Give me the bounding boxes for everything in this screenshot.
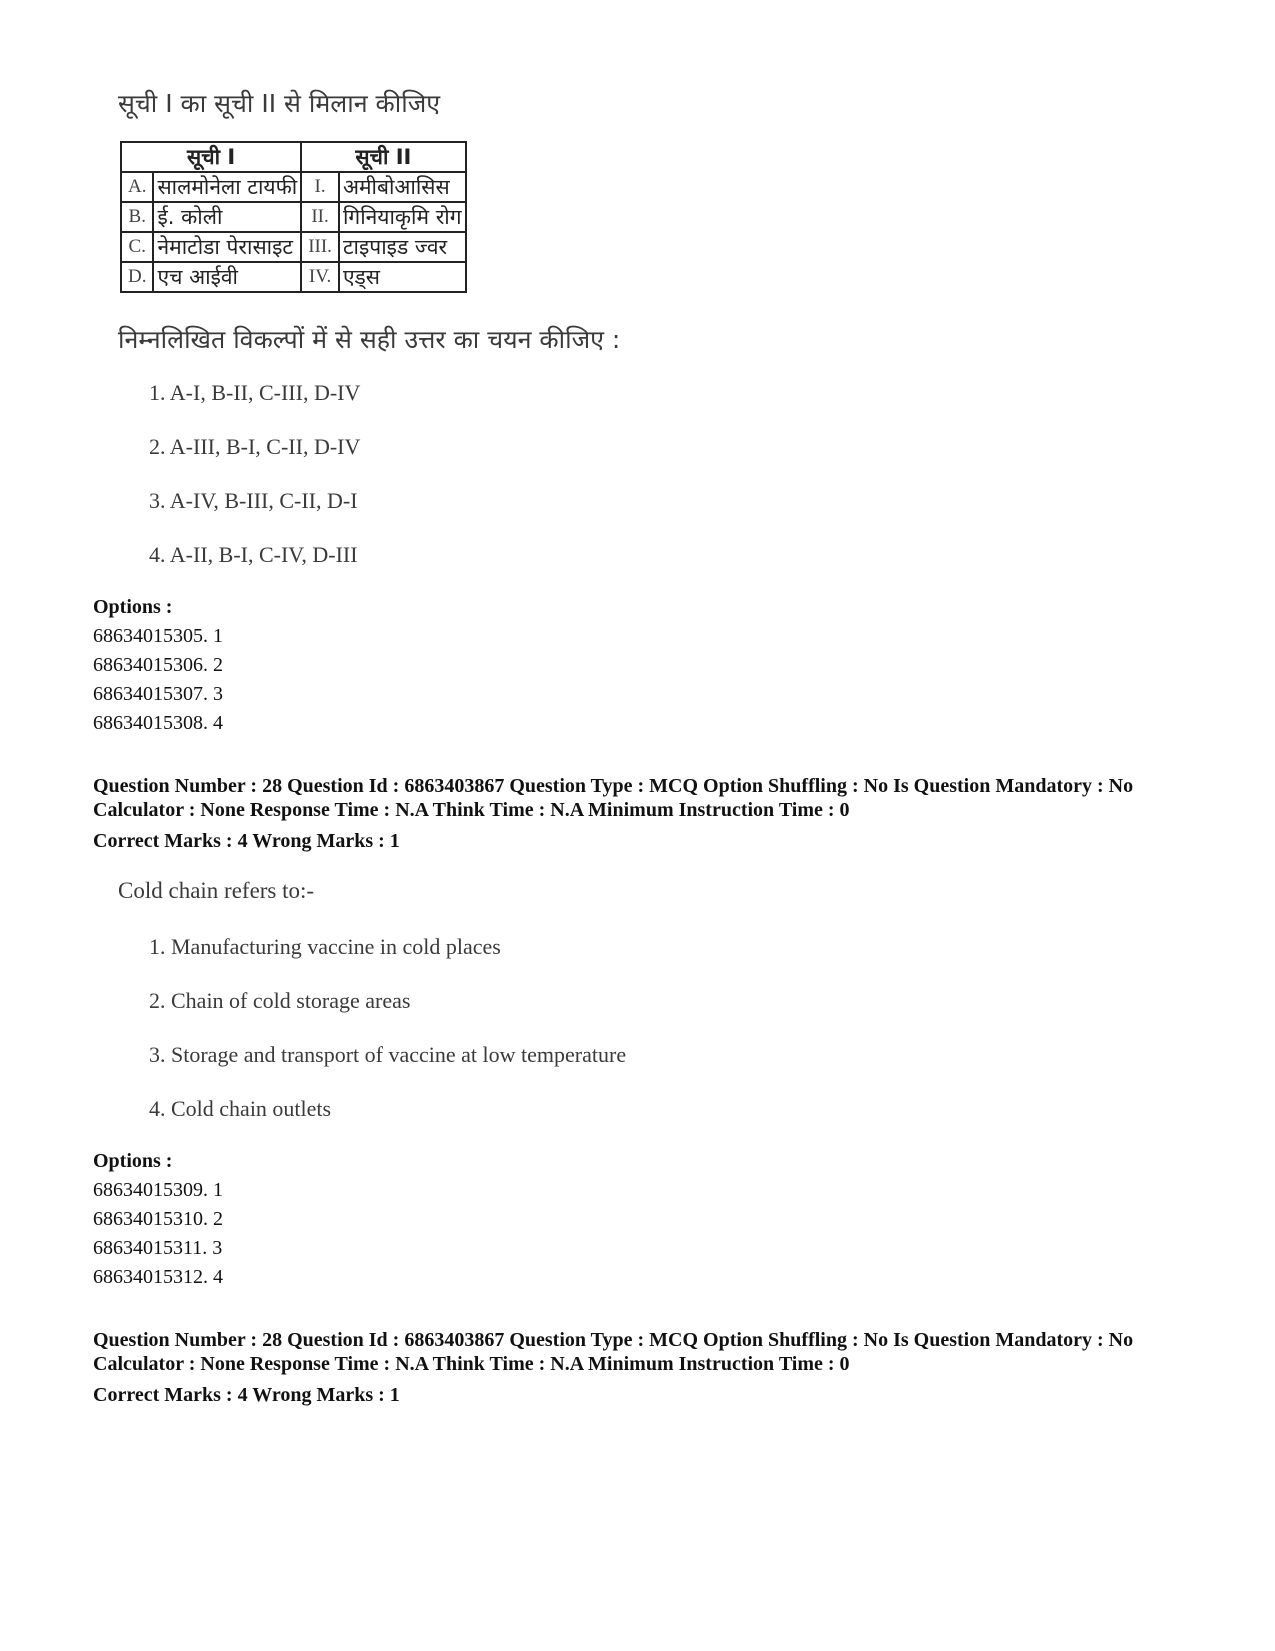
list-one-value: ई. कोली	[153, 202, 301, 232]
choose-answer-instruction: निम्नलिखित विकल्पों में से सही उत्तर का चयन कीजिए :	[118, 325, 621, 354]
answer-choice: 4. Cold chain outlets	[149, 1096, 332, 1121]
list-one-value: नेमाटोडा पेरासाइट	[153, 232, 301, 262]
list-two-key: I.	[301, 172, 339, 202]
list-two-value: गिनियाकृमि रोग	[339, 202, 466, 232]
option-id: 68634015307. 3	[93, 683, 223, 705]
list-one-key: D.	[121, 262, 153, 292]
option-id: 68634015311. 3	[93, 1237, 223, 1259]
match-table	[120, 141, 467, 293]
match-question-prompt: सूची I का सूची II से मिलान कीजिए	[118, 89, 441, 118]
option-id: 68634015308. 4	[93, 712, 223, 734]
question-metadata: Question Number : 28 Question Id : 6863403867 Question Type : MCQ Option Shuffling : No Is Question Mandatory : No Calculator : None Response Time : N.A Think Time : N.A Minimum Instruction Time : 0	[93, 1329, 1134, 1375]
match-table-header	[121, 142, 466, 172]
list-two-value: टाइपाइड ज्वर	[339, 232, 466, 262]
list-two-header: सूची II	[301, 142, 465, 172]
option-id: 68634015306. 2	[93, 654, 223, 676]
answer-choice: 4. A-II, B-I, C-IV, D-III	[149, 542, 358, 567]
list-one-header: सूची I	[121, 142, 301, 172]
list-two-key: III.	[301, 232, 339, 262]
question-marks: Correct Marks : 4 Wrong Marks : 1	[93, 830, 400, 852]
list-one-key: A.	[121, 172, 153, 202]
list-two-key: II.	[301, 202, 339, 232]
answer-choice: 3. A-IV, B-III, C-II, D-I	[149, 488, 358, 513]
list-one-key: C.	[121, 232, 153, 262]
list-two-key: IV.	[301, 262, 339, 292]
list-one-key: B.	[121, 202, 153, 232]
option-id: 68634015310. 2	[93, 1208, 223, 1230]
option-id: 68634015312. 4	[93, 1266, 223, 1288]
list-two-value: एड्स	[339, 262, 466, 292]
option-id: 68634015309. 1	[93, 1179, 223, 1201]
table-row	[121, 172, 466, 202]
table-row	[121, 232, 466, 262]
list-two-value: अमीबोआसिस	[339, 172, 466, 202]
list-one-value: एच आईवी	[153, 262, 301, 292]
answer-choice: 1. Manufacturing vaccine in cold places	[149, 934, 501, 959]
question-prompt: Cold chain refers to:-	[118, 878, 315, 903]
table-row	[121, 262, 466, 292]
answer-choice: 2. A-III, B-I, C-II, D-IV	[149, 434, 361, 459]
table-row	[121, 202, 466, 232]
options-label: Options :	[93, 596, 173, 618]
answer-choice: 3. Storage and transport of vaccine at low temperature	[149, 1042, 627, 1067]
answer-choice: 1. A-I, B-II, C-III, D-IV	[149, 380, 361, 405]
question-metadata: Question Number : 28 Question Id : 6863403867 Question Type : MCQ Option Shuffling : No Is Question Mandatory : No Calculator : None Response Time : N.A Think Time : N.A Minimum Instruction Time : 0	[93, 775, 1134, 821]
options-label: Options :	[93, 1150, 173, 1172]
option-id: 68634015305. 1	[93, 625, 223, 647]
list-one-value: सालमोनेला टायफी	[153, 172, 301, 202]
question-marks: Correct Marks : 4 Wrong Marks : 1	[93, 1384, 400, 1406]
answer-choice: 2. Chain of cold storage areas	[149, 988, 411, 1013]
